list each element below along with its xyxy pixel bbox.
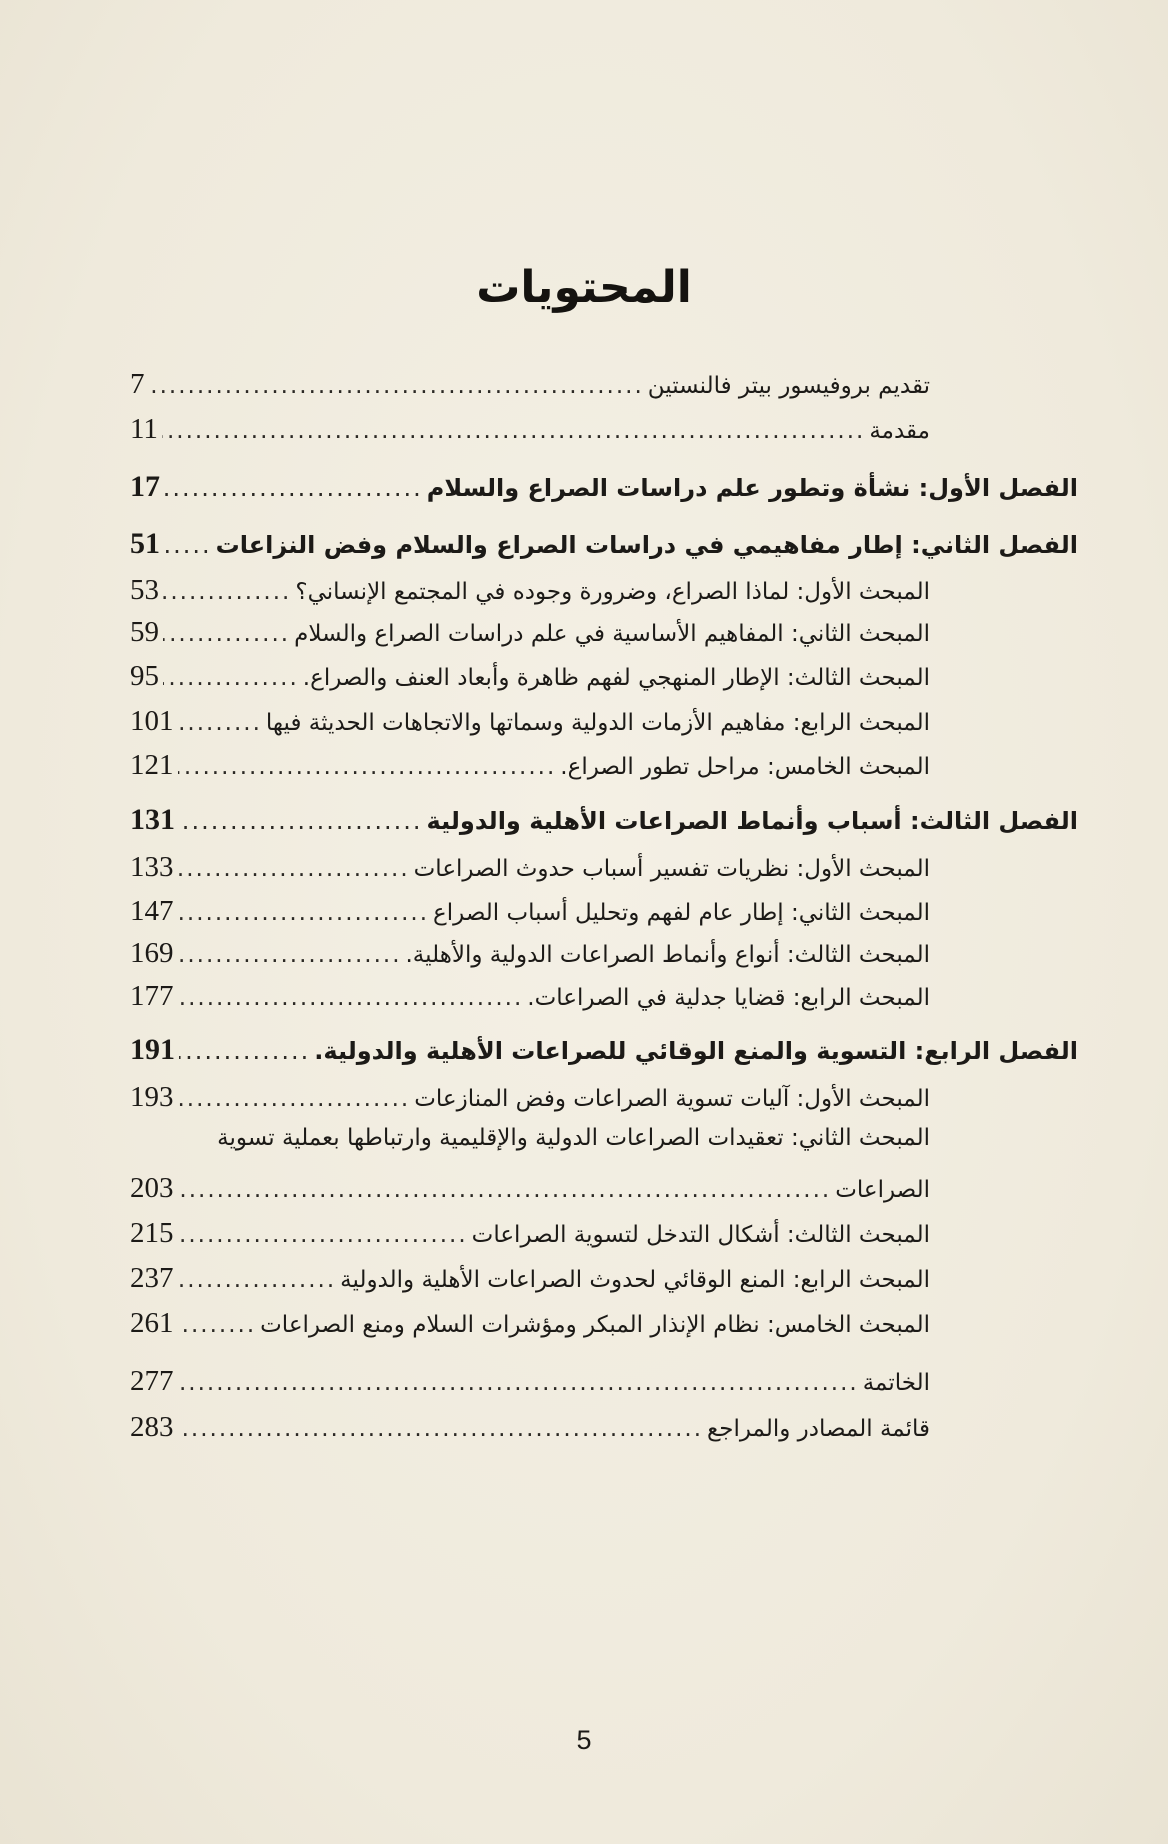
leader-dots [178,1086,411,1114]
toc-section-2-4 [130,705,930,738]
toc-section-page: 193 [130,1081,174,1113]
toc-chapter-page: 17 [130,470,160,503]
toc-entry-label: مقدمة [869,418,930,444]
toc-section-label: المبحث الثالث: أشكال التدخل لتسوية الصراعات [471,1222,930,1248]
page-title: المحتويات [476,262,692,313]
toc-section-page: 203 [130,1172,174,1204]
toc-section-label: المبحث الرابع: مفاهيم الأزمات الدولية وسماتها والاتجاهات الحديثة فيها [265,710,930,736]
toc-section-page: 53 [130,574,159,606]
leader-dots [178,1177,832,1205]
toc-section-label: المبحث الأول: آليات تسوية الصراعات وفض المنازعات [414,1086,930,1112]
toc-section-page: 95 [130,660,159,692]
toc-section-page: 177 [130,980,174,1012]
toc-section-page: 59 [130,616,159,648]
toc-section-page: 147 [130,895,174,927]
leader-dots [178,942,402,970]
leader-dots [178,754,557,782]
toc-entry-label: الخاتمة [862,1370,930,1396]
toc-section-page: 169 [130,937,174,969]
leader-dots [178,1222,468,1250]
toc-section-label: المبحث الرابع: قضايا جدلية في الصراعات. [527,985,930,1011]
toc-section-4-2-line1: المبحث الثاني: تعقيدات الصراعات الدولية والإقليمية وارتباطها بعملية تسوية [217,1125,930,1151]
toc-section-label: المبحث الرابع: المنع الوقائي لحدوث الصراعات الأهلية والدولية [340,1267,930,1293]
toc-section-page: 133 [130,851,174,883]
toc-section-page: 215 [130,1217,174,1249]
toc-section-4-2 [130,1172,930,1205]
toc-section-label: المبحث الثالث: أنواع وأنماط الصراعات الدولية والأهلية. [405,942,930,968]
leader-dots [179,807,423,836]
toc-section-label: المبحث الثاني: المفاهيم الأساسية في علم دراسات الصراع والسلام [294,621,930,647]
toc-entry-references [130,1411,930,1444]
leader-dots [178,900,430,928]
toc-section-3-3 [130,937,930,970]
leader-dots [178,1267,337,1295]
toc-section-3-2 [130,895,930,928]
leader-dots [163,665,299,693]
toc-section-4-4 [130,1262,930,1295]
toc-entry-label: قائمة المصادر والمراجع [707,1416,930,1442]
toc-section-3-4 [130,980,930,1013]
toc-entry-conclusion [130,1365,930,1398]
leader-dots [164,531,212,560]
leader-dots [164,474,423,503]
toc-section-label: المبحث الثاني: إطار عام لفهم وتحليل أسباب الصراع [433,900,930,926]
leader-dots [178,856,410,884]
toc-chapter-page: 191 [130,1033,175,1066]
toc-section-label: المبحث الثالث: الإطار المنهجي لفهم ظاهرة وأبعاد العنف والصراع. [302,665,930,691]
toc-section-4-1 [130,1081,930,1114]
toc-section-2-1 [130,574,930,607]
leader-dots [163,579,291,607]
toc-entry-introduction [130,413,930,446]
page-number: 5 [576,1725,592,1755]
toc-chapter-3 [130,803,1078,837]
toc-section-page: 121 [130,749,174,781]
toc-chapter-page: 51 [130,527,160,560]
leader-dots [149,373,644,401]
leader-dots [162,418,865,446]
toc-section-2-2 [130,616,930,649]
leader-dots [178,1416,704,1444]
toc-section-label: المبحث الأول: لماذا الصراع، وضرورة وجوده في المجتمع الإنساني؟ [295,579,930,605]
toc-chapter-1 [130,470,1078,504]
toc-entry-label: تقديم بروفيسور بيتر فالنستين [647,373,930,399]
toc-section-3-1 [130,851,930,884]
toc-section-4-3 [130,1217,930,1250]
toc-section-label: المبحث الأول: نظريات تفسير أسباب حدوث الصراعات [413,856,930,882]
toc-chapter-label: الفصل الثاني: إطار مفاهيمي في دراسات الصراع والسلام وفض النزاعات [215,531,1078,559]
toc-section-continuation: الصراعات [835,1177,930,1203]
leader-dots [178,1312,257,1340]
leader-dots [163,621,290,649]
toc-entry-page: 283 [130,1411,174,1443]
toc-section-4-5 [130,1307,930,1340]
toc-chapter-4 [130,1033,1078,1067]
toc-entry-foreword [130,368,930,401]
toc-chapter-page: 131 [130,803,175,836]
toc-chapter-label: الفصل الثالث: أسباب وأنماط الصراعات الأهلية والدولية [426,807,1078,835]
leader-dots [178,1370,859,1398]
toc-section-page: 261 [130,1307,174,1339]
toc-section-label: المبحث الخامس: مراحل تطور الصراع. [560,754,930,780]
toc-entry-page: 11 [130,413,158,445]
toc-section-2-5 [130,749,930,782]
toc-chapter-label: الفصل الأول: نشأة وتطور علم دراسات الصراع والسلام [426,474,1078,502]
toc-section-2-3 [130,660,930,693]
toc-section-label: المبحث الخامس: نظام الإنذار المبكر ومؤشرات السلام ومنع الصراعات [260,1312,930,1338]
toc-entry-page: 277 [130,1365,174,1397]
leader-dots [179,1037,310,1066]
toc-section-page: 237 [130,1262,174,1294]
toc-chapter-2 [130,527,1078,561]
leader-dots [178,985,524,1013]
toc-entry-page: 7 [130,368,145,400]
leader-dots [178,710,262,738]
toc-chapter-label: الفصل الرابع: التسوية والمنع الوقائي للصراعات الأهلية والدولية. [314,1037,1078,1065]
toc-section-page: 101 [130,705,174,737]
